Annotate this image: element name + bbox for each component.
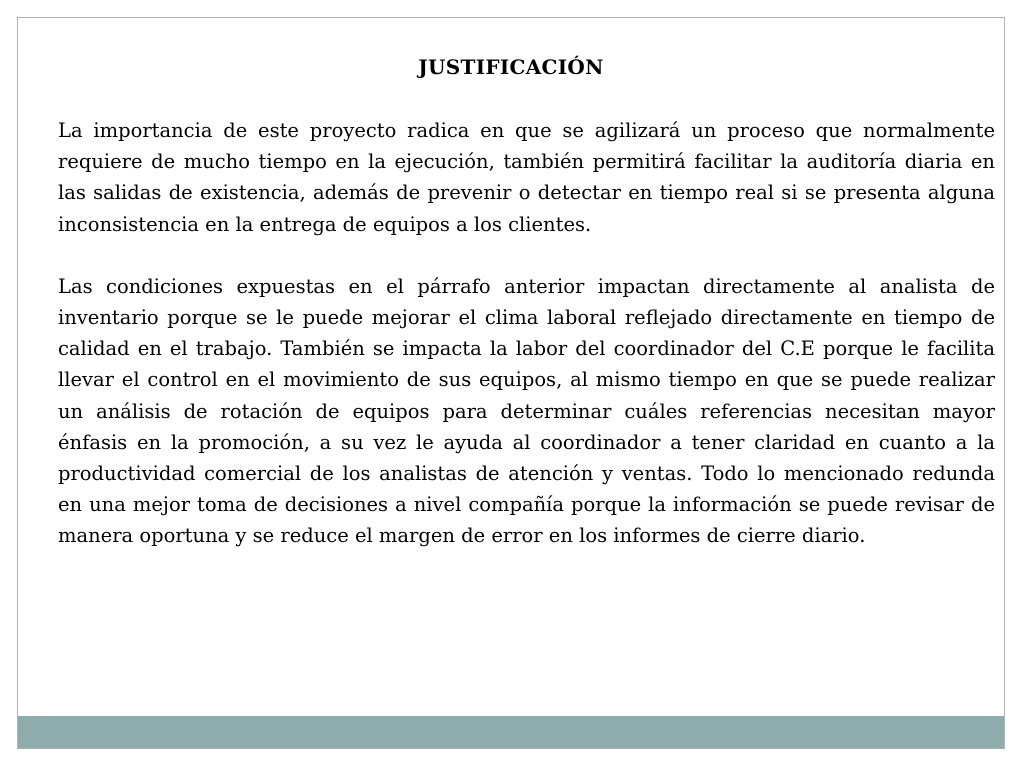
paragraph-conditions: Las condiciones expuestas en el párrafo anterior impactan directamente al analista de inventario porque se le puede mejorar el clima laboral reflejado directamente en tiempo de calidad en el trabajo. También se impacta la labor del coordinador del C.E porque le facilita llevar el control en el movimiento de sus equipos, al mismo tiempo en que se puede realizar un análisis de rotación de equipos para determinar cuáles referencias necesitan mayor énfasis en la promoción, a su vez le ayuda al coordinador a tener claridad en cuanto a la productividad comercial de los analistas de atención y ventas. Todo lo mencionado redunda en una mejor toma de decisiones a nivel compañía porque la información se puede revisar de manera oportuna y se reduce el margen de error en los informes de cierre diario.	[58, 274, 995, 548]
slide-title: JUSTIFICACIÓN	[418, 55, 604, 79]
footer-bar	[18, 716, 1004, 748]
slide-frame	[17, 17, 1005, 749]
slide-body	[58, 115, 995, 583]
paragraph-importance: La importancia de este proyecto radica en que se agilizará un proceso que normalmente requiere de mucho tiempo en la ejecución, también permitirá facilitar la auditoría diaria en las salidas de existencia, además de prevenir o detectar en tiempo real si se presenta alguna inconsistencia en la entrega de equipos a los clientes.	[58, 119, 995, 236]
